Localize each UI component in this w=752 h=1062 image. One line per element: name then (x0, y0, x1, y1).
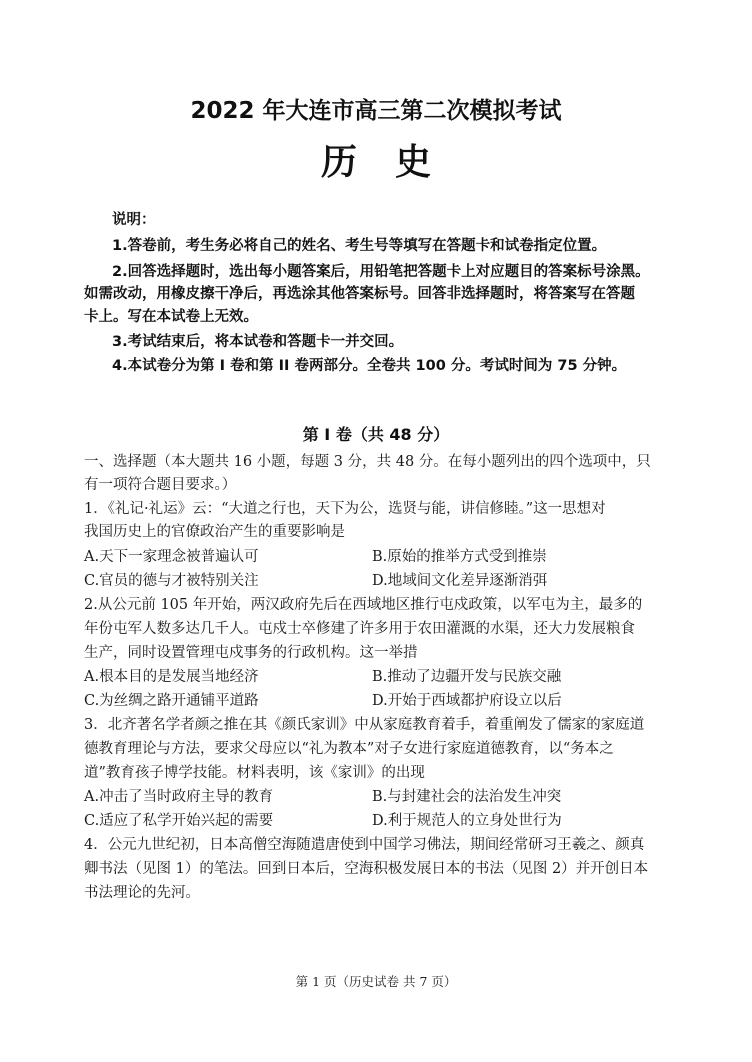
question-stem-line: 1．《礼记·礼运》云：“大道之行也，天下为公，选贤与能，讲信修睦。”这一思想对 (84, 501, 606, 517)
option-d: D.地域间文化差异逐渐消弭 (372, 573, 548, 589)
instruction-line: 卡上。写在本试卷上无效。 (84, 309, 258, 325)
option-b: B.与封建社会的法治发生冲突 (372, 789, 562, 805)
exam-title: 2022 年大连市高三第二次模拟考试 (190, 98, 562, 124)
instruction-line: 1.答卷前，考生务必将自己的姓名、考生号等填写在答题卡和试卷指定位置。 (112, 238, 607, 254)
instruction-line: 2.回答选择题时，选出每小题答案后，用铅笔把答题卡上对应题目的答案标号涂黑。 (112, 264, 650, 280)
section-intro-line: 有一项符合题目要求。） (84, 477, 237, 493)
question-stem-line: 卿书法（见图 1）的笔法。回到日本后，空海积极发展日本的书法（见图 2）并开创日本 (84, 861, 649, 877)
subject-title: 历史 (320, 142, 469, 183)
instruction-line: 3.考试结束后，将本试卷和答题卡一并交回。 (112, 334, 404, 350)
instruction-line: 如需改动，用橡皮擦干净后，再选涂其他答案标号。回答非选择题时，将答案写在答题 (84, 286, 635, 302)
page-footer: 第 1 页（历史试卷 共 7 页） (295, 974, 457, 989)
option-d: D.利于规范人的立身处世行为 (372, 813, 562, 829)
option-c: C.适应了私学开始兴起的需要 (84, 813, 274, 829)
option-d: D.开始于西域都护府设立以后 (372, 693, 562, 709)
question-stem-line: 书法理论的先河。 (84, 885, 200, 901)
section-title: 第 I 卷（共 48 分） (302, 425, 450, 444)
question-stem-line: 德教育理论与方法，要求父母应以“礼为教本”对子女进行家庭道德教育，以“务本之 (84, 741, 614, 757)
option-b: B.推动了边疆开发与民族交融 (372, 669, 562, 685)
question-stem-line: 生产，同时设置管理屯戍事务的行政机构。这一举措 (84, 645, 418, 661)
option-c: C.为丝绸之路开通铺平道路 (84, 693, 259, 709)
option-c: C.官员的德与才被特别关注 (84, 573, 259, 589)
option-a: A.天下一家理念被普遍认可 (84, 549, 259, 565)
question-stem-line: 我国历史上的官僚政治产生的重要影响是 (84, 524, 345, 540)
question-stem-line: 道”教育孩子博学技能。材料表明，该《家训》的出现 (84, 765, 425, 781)
question-stem-line: 2.从公元前 105 年开始，两汉政府先后在西域地区推行屯戍政策，以军屯为主，最多的 (84, 597, 643, 613)
option-b: B.原始的推举方式受到推崇 (372, 549, 547, 565)
question-stem-line: 3．北齐著名学者颜之推在其《颜氏家训》中从家庭教育着手，着重阐发了儒家的家庭道 (84, 717, 645, 733)
option-a: A.根本目的是发展当地经济 (84, 669, 259, 685)
instructions-heading: 说明： (112, 212, 156, 228)
question-stem-line: 年份屯军人数多达几千人。屯戍士卒修建了许多用于农田灌溉的水渠，还大力发展粮食 (84, 621, 635, 637)
option-a: A.冲击了当时政府主导的教育 (84, 789, 274, 805)
question-stem-line: 4．公元九世纪初，日本高僧空海随遣唐使到中国学习佛法，期间经常研习王羲之、颜真 (84, 837, 645, 853)
section-intro-line: 一、选择题（本大题共 16 小题，每题 3 分，共 48 分。在每小题列出的四个选项中，只 (84, 454, 651, 470)
instruction-line: 4.本试卷分为第 I 卷和第 II 卷两部分。全卷共 100 分。考试时间为 75 分钟。 (112, 358, 627, 374)
